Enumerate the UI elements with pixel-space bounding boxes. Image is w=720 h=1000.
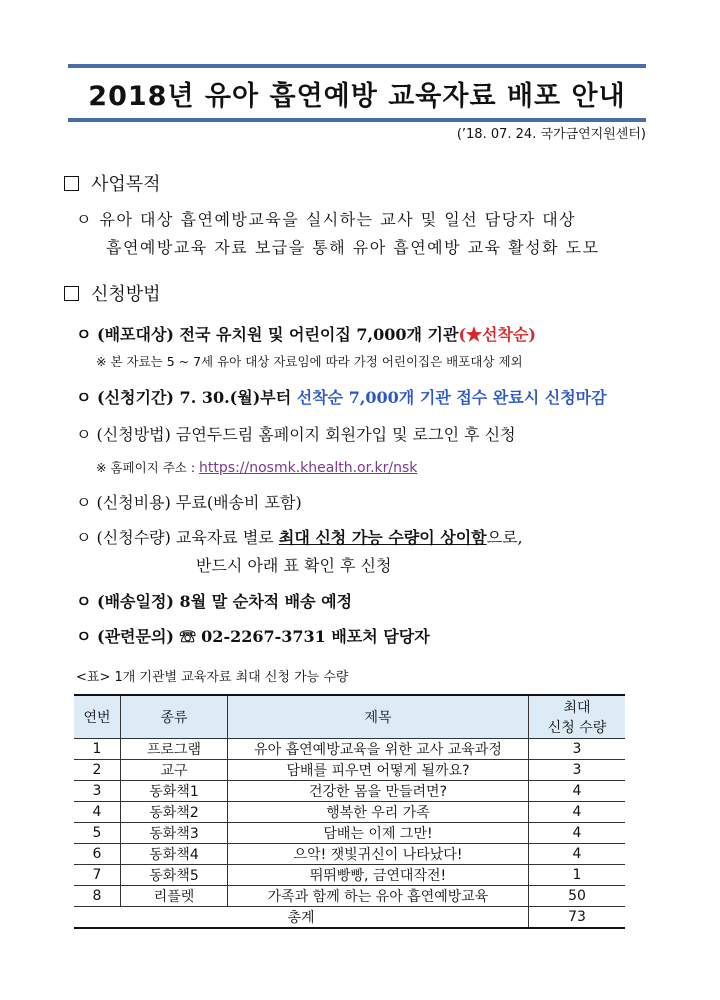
contact-line <box>76 624 430 647</box>
qty-tail: 으로, <box>486 528 523 547</box>
header-no: 연번 <box>74 695 121 739</box>
cell-qty: 50 <box>529 886 626 907</box>
table-row <box>74 886 625 907</box>
period-label: ㅇ (신청기간) 7. 30.(월)부터 <box>76 388 292 407</box>
header-max-qty <box>529 695 626 739</box>
cell-title: 으악! 잿빛귀신이 나타났다! <box>228 844 529 865</box>
target-label: ㅇ (배포대상) 전국 유치원 및 어린이집 7,000개 기관 <box>76 325 459 344</box>
page-title: 2018년 유아 흡연예방 교육자료 배포 안내 <box>88 80 626 112</box>
header-title: 제목 <box>228 695 529 739</box>
section-apply-heading: 신청방법 <box>91 284 161 305</box>
contact-label: ㅇ (관련문의) <box>76 627 174 646</box>
checkbox-square-icon <box>64 286 79 301</box>
phone-icon: ☏ <box>179 627 196 646</box>
cell-type: 교구 <box>121 760 228 781</box>
target-paren-open: ( <box>458 325 467 344</box>
table-caption: <표> 1개 기관별 교육자료 최대 신청 가능 수량 <box>76 670 349 685</box>
table-row <box>74 760 625 781</box>
cell-type: 리플렛 <box>121 886 228 907</box>
section-purpose-heading: 사업목적 <box>91 174 161 195</box>
qty-line-2: 반드시 아래 표 확인 후 신청 <box>196 556 392 575</box>
total-label: 총계 <box>74 907 529 929</box>
cell-qty: 3 <box>529 739 626 760</box>
cell-no: 7 <box>74 865 121 886</box>
header-max-qty-line2: 신청 수량 <box>547 720 607 736</box>
ship-line: ㅇ (배송일정) 8월 말 순차적 배송 예정 <box>76 592 353 611</box>
target-note: ※ 본 자료는 5 ~ 7세 유아 대상 자료임에 따라 가정 어린이집은 배포대상 제외 <box>96 354 523 369</box>
qty-line-1 <box>76 525 523 548</box>
table-row <box>74 865 625 886</box>
cell-type: 프로그램 <box>121 739 228 760</box>
quantity-table <box>74 694 625 929</box>
qty-label: ㅇ (신청수량) 교육자료 별로 <box>76 528 274 547</box>
title-box <box>68 64 646 122</box>
cell-qty: 1 <box>529 865 626 886</box>
cell-type: 동화책4 <box>121 844 228 865</box>
qty-emphasis: 최대 신청 가능 수량이 상이함 <box>278 528 487 547</box>
cell-qty: 4 <box>529 781 626 802</box>
total-value: 73 <box>529 907 626 929</box>
cell-no: 3 <box>74 781 121 802</box>
cell-type: 동화책5 <box>121 865 228 886</box>
source-line: (’18. 07. 24. 국가금연지원센터) <box>456 127 646 142</box>
table-row <box>74 823 625 844</box>
checkbox-square-icon <box>64 176 79 191</box>
cell-type: 동화책3 <box>121 823 228 844</box>
period-line <box>76 385 607 408</box>
table-row <box>74 802 625 823</box>
period-deadline: 선착순 7,000개 기관 접수 완료시 신청마감 <box>296 388 607 407</box>
table-row <box>74 781 625 802</box>
homepage-label: ※ 홈페이지 주소 : <box>96 460 196 475</box>
target-paren-close: ) <box>528 325 536 344</box>
table-total-row <box>74 907 625 929</box>
cell-no: 6 <box>74 844 121 865</box>
target-line <box>76 322 536 345</box>
purpose-line-2: 흡연예방교육 자료 보급을 통해 유아 흡연예방 교육 활성화 도모 <box>106 238 600 257</box>
cell-no: 8 <box>74 886 121 907</box>
cell-title: 가족과 함께 하는 유아 흡연예방교육 <box>228 886 529 907</box>
table-header-row <box>74 695 625 739</box>
cell-no: 5 <box>74 823 121 844</box>
header-max-qty-line1: 최대 <box>563 700 591 716</box>
cell-title: 뛰뛰빵빵, 금연대작전! <box>228 865 529 886</box>
cell-title: 담배를 피우면 어떻게 될까요? <box>228 760 529 781</box>
cell-no: 1 <box>74 739 121 760</box>
cell-title: 유아 흡연예방교육을 위한 교사 교육과정 <box>228 739 529 760</box>
cell-qty: 3 <box>529 760 626 781</box>
section-apply <box>64 280 161 306</box>
cell-type: 동화책1 <box>121 781 228 802</box>
table-row <box>74 844 625 865</box>
cell-no: 2 <box>74 760 121 781</box>
method-line: ㅇ (신청방법) 금연두드림 홈페이지 회원가입 및 로그인 후 신청 <box>76 425 516 444</box>
homepage-line <box>96 458 417 476</box>
target-first-come: 선착순 <box>482 325 529 344</box>
section-purpose <box>64 170 161 196</box>
cell-title: 건강한 몸을 만들려면? <box>228 781 529 802</box>
purpose-line-1: ㅇ 유아 대상 흡연예방교육을 실시하는 교사 및 일선 담당자 대상 <box>76 210 577 229</box>
cell-no: 4 <box>74 802 121 823</box>
cost-line: ㅇ (신청비용) 무료(배송비 포함) <box>76 493 302 512</box>
star-icon: ★ <box>466 325 483 344</box>
contact-text: 02-2267-3731 배포처 담당자 <box>201 627 430 646</box>
cell-type: 동화책2 <box>121 802 228 823</box>
table-row <box>74 739 625 760</box>
cell-qty: 4 <box>529 844 626 865</box>
cell-title: 담배는 이제 그만! <box>228 823 529 844</box>
header-type: 종류 <box>121 695 228 739</box>
homepage-link[interactable]: https://nosmk.khealth.or.kr/nsk <box>199 460 418 476</box>
cell-qty: 4 <box>529 802 626 823</box>
cell-title: 행복한 우리 가족 <box>228 802 529 823</box>
cell-qty: 4 <box>529 823 626 844</box>
